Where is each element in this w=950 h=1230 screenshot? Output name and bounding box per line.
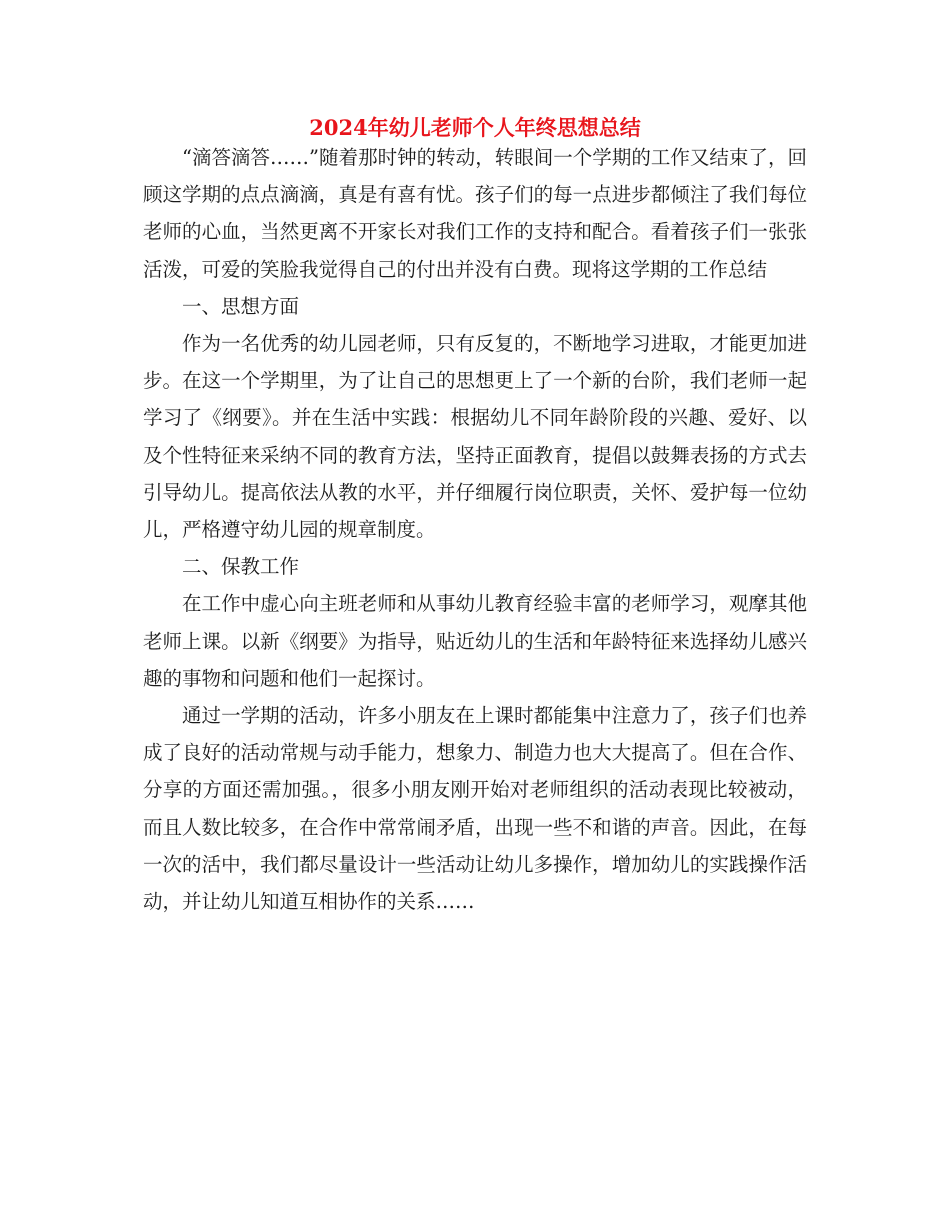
paragraph-thought: 作为一名优秀的幼儿园老师，只有反复的，不断地学习进取，才能更加进步。在这一个学期里，为了让自己的思想更上了一个新的台阶，我们老师一起学习了《纲要》。并在生活中实践：根据幼儿不同年龄阶段的兴趣、爱好、以及个性特征来采纳不同的教育方法，坚持正面教育，提倡以鼓舞表扬的方式去引导幼儿。提高依法从教的水平，并仔细履行岗位职责，关怀、爱护每一位幼儿，严格遵守幼儿园的规章制度。 [143,332,807,542]
section-heading-teaching: 二、保教工作 [182,555,300,579]
paragraph-intro: “滴答滴答……”随着那时钟的转动，转眼间一个学期的工作又结束了，回顾这学期的点点滴滴，真是有喜有忧。孩子们的每一点进步都倾注了我们每位老师的心血，当然更离不开家长对我们工作的支持和配合。看着孩子们一张张活泼，可爱的笑脸我觉得自己的付出并没有白费。现将这学期的工作总结 [143,146,807,281]
section-heading-thought: 一、思想方面 [182,294,300,318]
paragraph-teaching-2: 通过一学期的活动，许多小朋友在上课时都能集中注意力了，孩子们也养成了良好的活动常规与动手能力，想象力、制造力也大大提高了。但在合作、分享的方面还需加强。，很多小朋友刚开始对老师组织的活动表现比较被动，而且人数比较多，在合作中常常闹矛盾，出现一些不和谐的声音。因此，在每一次的活中，我们都尽量设计一些活动让幼儿多操作，增加幼儿的实践操作活动，并让幼儿知道互相协作的关系…… [143,704,807,914]
paragraph-teaching-1: 在工作中虚心向主班老师和从事幼儿教育经验丰富的老师学习，观摩其他老师上课。以新《纲要》为指导，贴近幼儿的生活和年龄特征来选择幼儿感兴趣的事物和问题和他们一起探讨。 [143,592,807,690]
document-body [143,139,807,920]
document-title: 2024年幼儿老师个人年终思想总结 [309,115,641,140]
